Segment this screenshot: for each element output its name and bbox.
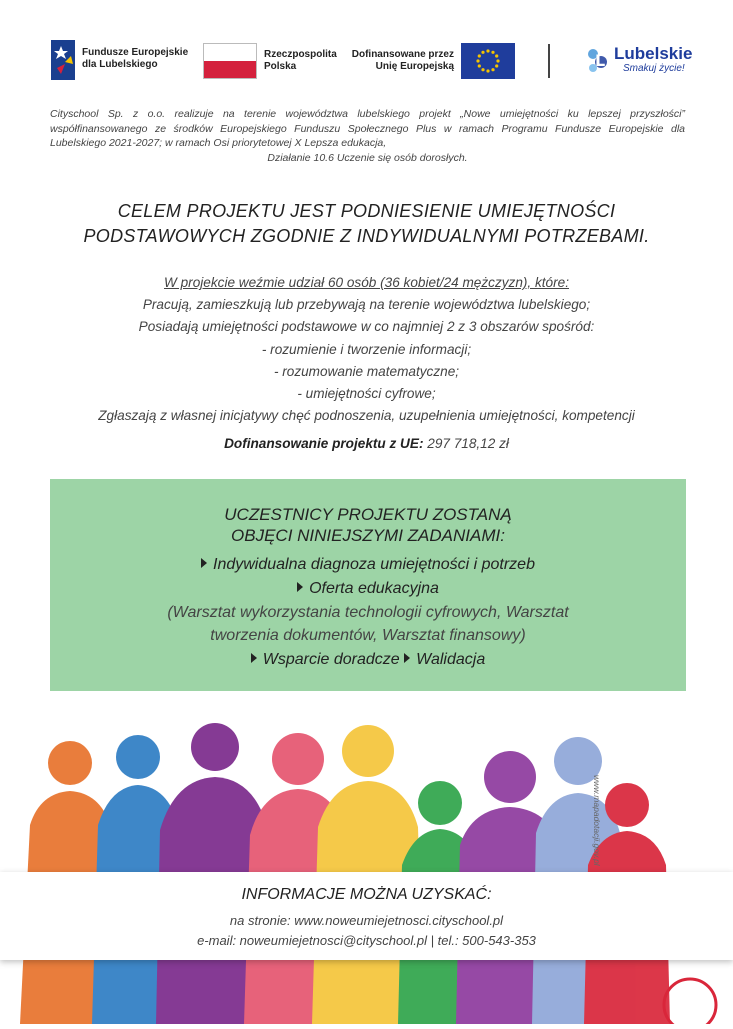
eu-funding-text: Dofinansowane przez Unię Europejską [351, 49, 454, 72]
funding-value: 297 718,12 zł [427, 436, 509, 451]
task-item-label: Wsparcie doradcze [262, 651, 400, 668]
criteria-line: - umiejętności cyfrowe; [297, 385, 436, 401]
intro-paragraph [50, 107, 685, 165]
triangle-bullet-icon [201, 558, 207, 568]
source-watermark: www.mapadotacji.gov.pl [592, 775, 602, 866]
criteria-line: Pracują, zamieszkują lub przebywają na terenie województwa lubelskiego; [142, 297, 591, 313]
website-line[interactable]: na stronie: www.noweumiejetnosci.cityschool.pl [229, 913, 504, 928]
tasks-title [50, 504, 686, 546]
goal-line-2: PODSTAWOWYCH ZGODNIE Z INDYWIDUALNYMI POTRZEBAMI. [83, 226, 650, 246]
task-item-diagnosis [50, 556, 686, 574]
rzeczpospolita-text: Rzeczpospolita Polska [264, 49, 337, 72]
contact-title: INFORMACJE MOŻNA UZYSKAĆ: [241, 886, 492, 903]
intro-last-line: Działanie 10.6 Uczenie się osób dorosłych. [267, 151, 468, 164]
tasks-title-line-1: UCZESTNICY PROJEKTU ZOSTANĄ [224, 505, 512, 524]
participant-criteria [30, 272, 703, 427]
task-offer-description-1: (Warsztat wykorzystania technologii cyfrowych, Warsztat [167, 604, 569, 621]
funding-line [30, 436, 703, 451]
lubelskie-slogan: Smakuj życie! [623, 63, 685, 74]
tasks-title-line-2: OBJĘCI NINIEJSZYMI ZADANIAMI: [231, 526, 505, 545]
people-silhouettes-illustration [0, 715, 733, 1024]
logo-divider [548, 44, 550, 78]
goal-line-1: CELEM PROJEKTU JEST PODNIESIENIE UMIEJĘTNOŚCI [117, 201, 616, 221]
poland-flag [203, 43, 257, 79]
task-item-support-validation [50, 651, 686, 669]
funding-label: Dofinansowanie projektu z UE: [224, 436, 424, 451]
triangle-bullet-icon [297, 582, 303, 592]
criteria-line: - rozumowanie matematyczne; [273, 363, 460, 379]
triangle-bullet-icon [251, 653, 257, 663]
logo-bar [0, 0, 733, 100]
eu-flag [461, 43, 515, 79]
task-item-offer [50, 580, 686, 598]
lubelskie-text: Lubelskie [614, 44, 693, 63]
lubelskie-mark-icon [585, 44, 615, 76]
task-item-label: Oferta edukacyjna [309, 580, 439, 597]
fundusze-europejskie-text: Fundusze Europejskie dla Lubelskiego [82, 47, 189, 70]
triangle-bullet-icon [404, 653, 410, 663]
contact-line[interactable]: e-mail: noweumiejetnosci@cityschool.pl | tel.: 500-543-353 [197, 933, 536, 948]
criteria-line: Zgłaszają z własnej inicjatywy chęć podnoszenia, uzupełnienia umiejętności, kompetencji [98, 408, 635, 424]
criteria-line: Posiadają umiejętności podstawowe w co najmniej 2 z 3 obszarów spośród: [138, 319, 595, 335]
project-goal-heading [40, 199, 693, 249]
task-item-label: Walidacja [416, 651, 486, 668]
task-item-label: Indywidualna diagnoza umiejętności i potrzeb [213, 556, 535, 573]
task-offer-description-2: tworzenia dokumentów, Warsztat finansowy) [210, 627, 526, 644]
fundusze-europejskie-logo [51, 40, 75, 80]
intro-text: Cityschool Sp. z o.o. realizuje na terenie województwa lubelskiego projekt „Nowe umiejętności ku lepszej przyszłości” współfinansowanego ze środków Europejskiego Funduszu Społecznego Plus w ramach Programu Fundusze Europejskie dla Lubelskiego 2021-2027; w ramach Osi priorytetowej X Lepsza edukacja, [50, 108, 685, 150]
svg-text:L: L [595, 51, 606, 70]
criteria-line: - rozumienie i tworzenie informacji; [261, 341, 472, 357]
criteria-heading: W projekcie weźmie udział 60 osób (36 kobiet/24 mężczyzn), które: [164, 275, 569, 290]
